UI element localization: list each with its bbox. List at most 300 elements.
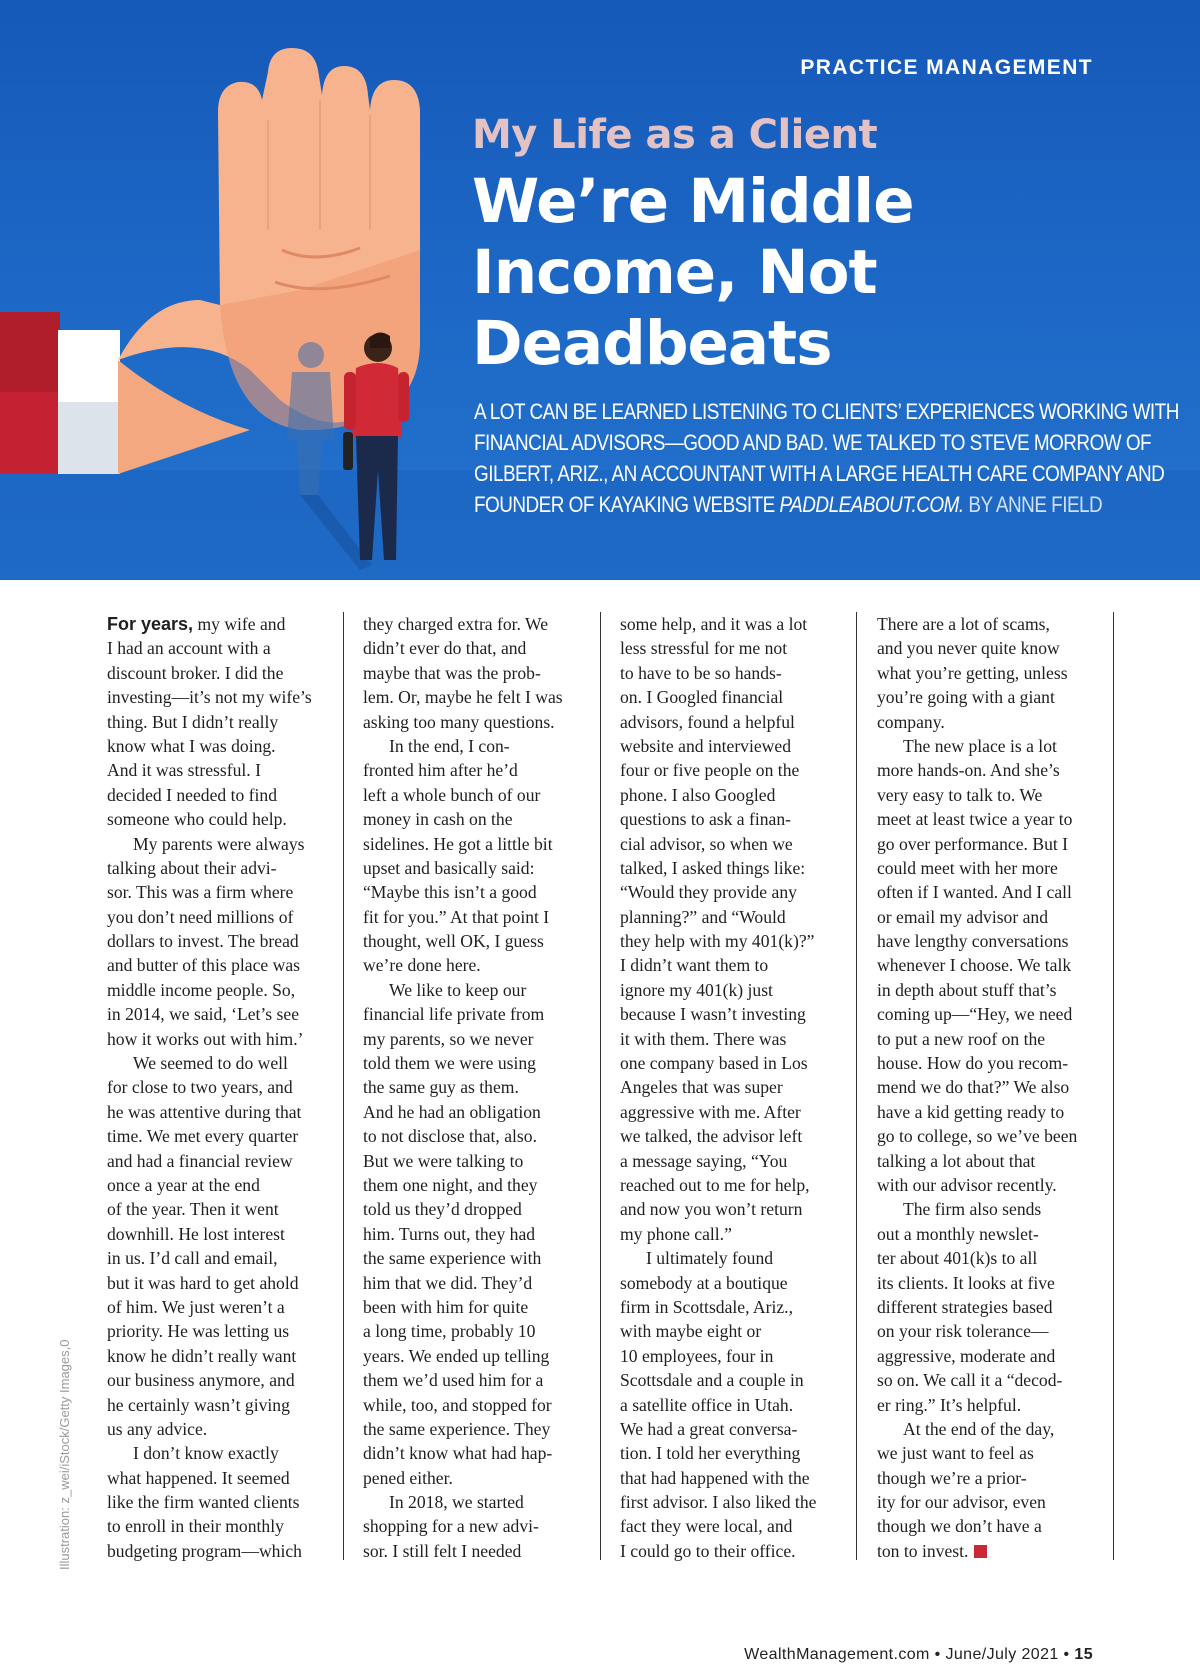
line-text: we just want to feel as (877, 1443, 1034, 1464)
line-text: my phone call.” (620, 1223, 732, 1244)
text-line (620, 1393, 842, 1417)
text-line (620, 734, 842, 758)
text-line (620, 1027, 842, 1051)
text-line (363, 1100, 585, 1124)
text-line (107, 1319, 329, 1343)
line-text: in us. I’d call and email, (107, 1248, 278, 1269)
text-line (363, 856, 585, 880)
text-line (363, 636, 585, 660)
text-line (107, 1222, 329, 1246)
text-line (620, 612, 842, 636)
text-line (363, 807, 585, 831)
line-text: how it works out with him.’ (107, 1028, 304, 1049)
line-text: them one night, and they (363, 1174, 538, 1195)
line-text: talking a lot about that (877, 1150, 1036, 1171)
line-text: he was attentive during that (107, 1101, 302, 1122)
text-line (363, 929, 585, 953)
line-text: a message saying, “You (620, 1150, 788, 1171)
text-line (363, 1441, 585, 1465)
text-line (107, 905, 329, 929)
line-text: sor. I still felt I needed (363, 1540, 522, 1561)
section-label: PRACTICE MANAGEMENT (800, 56, 1093, 79)
line-text: time. We met every quarter (107, 1126, 299, 1147)
line-text: to put a new roof on the (877, 1028, 1046, 1049)
text-line (877, 1295, 1099, 1319)
line-text: discount broker. I did the (107, 662, 284, 683)
text-line (620, 1295, 842, 1319)
line-text: somebody at a boutique (620, 1272, 788, 1293)
text-line (107, 1149, 329, 1173)
line-text: priority. He was letting us (107, 1321, 290, 1342)
text-line (877, 1271, 1099, 1295)
line-text: advisors, found a helpful (620, 711, 795, 732)
line-text: its clients. It looks at five (877, 1272, 1055, 1293)
lead-in: For years, (107, 614, 194, 634)
text-line (363, 1002, 585, 1026)
text-line (363, 783, 585, 807)
text-line (877, 978, 1099, 1002)
line-text: middle income people. So, (107, 979, 296, 1000)
text-line (877, 1149, 1099, 1173)
line-text: years. We ended up telling (363, 1345, 550, 1366)
text-line (363, 1368, 585, 1392)
line-text: sidelines. He got a little bit (363, 833, 553, 854)
text-line (363, 905, 585, 929)
line-text: aggressive, moderate and (877, 1345, 1056, 1366)
text-line (107, 1173, 329, 1197)
line-text: company. (877, 711, 945, 732)
line-text: maybe that was the prob- (363, 662, 541, 683)
text-line (107, 978, 329, 1002)
text-line (107, 661, 329, 685)
line-text: and you never quite know (877, 638, 1060, 659)
line-text: of him. We just weren’t a (107, 1296, 285, 1317)
line-text: lem. Or, maybe he felt I was (363, 687, 563, 708)
line-text: them we’d used him for a (363, 1370, 544, 1391)
headline-line: We’re Middle (472, 166, 914, 237)
text-line (877, 636, 1099, 660)
text-line (620, 856, 842, 880)
text-line (363, 1466, 585, 1490)
line-text: I didn’t want them to (620, 955, 769, 976)
line-text: ity for our advisor, even (877, 1492, 1046, 1513)
text-line (107, 783, 329, 807)
text-line (620, 1368, 842, 1392)
end-mark-icon (974, 1545, 987, 1558)
text-line (107, 636, 329, 660)
line-text: us any advice. (107, 1418, 208, 1439)
line-text: whenever I choose. We talk (877, 955, 1072, 976)
line-text: or email my advisor and (877, 906, 1049, 927)
line-text: of the year. Then it went (107, 1199, 279, 1220)
text-line (877, 1002, 1099, 1026)
line-text: money in cash on the (363, 809, 513, 830)
line-text: on. I Googled financial (620, 687, 784, 708)
line-text: on your risk tolerance— (877, 1321, 1049, 1342)
line-text: a long time, probably 10 (363, 1321, 536, 1342)
text-line (877, 1514, 1099, 1538)
line-text: four or five people on the (620, 760, 800, 781)
line-text: him that we did. They’d (363, 1272, 533, 1293)
line-text: once a year at the end (107, 1174, 260, 1195)
line-text: The firm also sends (903, 1199, 1042, 1220)
deck-line (474, 489, 1103, 520)
text-line (363, 1490, 585, 1514)
deck (474, 396, 1179, 520)
text-line (877, 612, 1099, 636)
text-line (363, 880, 585, 904)
text-line (107, 832, 329, 856)
text-line (107, 856, 329, 880)
text-line (620, 685, 842, 709)
line-text: My parents were always (133, 833, 305, 854)
text-line (620, 661, 842, 685)
separator: • (929, 1646, 946, 1663)
issue-date: June/July 2021 (945, 1646, 1059, 1663)
column-divider (1113, 612, 1114, 1560)
line-text: In the end, I con- (389, 735, 510, 756)
line-text: We like to keep our (389, 979, 527, 1000)
line-text: didn’t know what had hap- (363, 1443, 553, 1464)
line-text: At the end of the day, (903, 1418, 1055, 1439)
line-text: know he didn’t really want (107, 1345, 297, 1366)
line-text: to have to be so hands- (620, 662, 782, 683)
text-line (620, 807, 842, 831)
text-line (363, 1222, 585, 1246)
line-text: they help with my 401(k)?” (620, 931, 815, 952)
line-text: sor. This was a firm where (107, 882, 294, 903)
line-text: it with them. There was (620, 1028, 787, 1049)
headline-line: Income, Not (472, 237, 877, 308)
website-name: PADDLEABOUT.COM. (779, 492, 964, 517)
text-line (107, 1246, 329, 1270)
line-text: while, too, and stopped for (363, 1394, 552, 1415)
text-line (620, 929, 842, 953)
text-line (363, 1246, 585, 1270)
site-name: WealthManagement.com (744, 1646, 930, 1663)
line-text: ignore my 401(k) just (620, 979, 773, 1000)
line-text: “Maybe this isn’t a good (363, 882, 537, 903)
article-column-4 (877, 612, 1099, 1563)
text-line (363, 1514, 585, 1538)
line-text: different strategies based (877, 1296, 1053, 1317)
hero-banner (0, 0, 1200, 580)
text-line (363, 1149, 585, 1173)
text-line (877, 1124, 1099, 1148)
line-text: but it was hard to get ahold (107, 1272, 299, 1293)
text-line (107, 1417, 329, 1441)
text-line (107, 807, 329, 831)
line-text: often if I wanted. And I call (877, 882, 1072, 903)
text-line (620, 1514, 842, 1538)
text-line (877, 1075, 1099, 1099)
line-text: have lengthy conversations (877, 931, 1069, 952)
text-line (107, 1197, 329, 1221)
line-text: reached out to me for help, (620, 1174, 810, 1195)
line-text: talked, I asked things like: (620, 857, 806, 878)
text-line (877, 1466, 1099, 1490)
text-line (877, 1441, 1099, 1465)
text-line (107, 953, 329, 977)
line-text: planning?” and “Would (620, 906, 786, 927)
text-line (620, 832, 842, 856)
headline-line: Deadbeats (472, 308, 832, 379)
text-line (107, 1466, 329, 1490)
line-text: first advisor. I also liked the (620, 1492, 817, 1513)
line-text: my wife and (193, 614, 286, 634)
line-text: a satellite office in Utah. (620, 1394, 794, 1415)
line-text: ter about 401(k)s to all (877, 1248, 1038, 1269)
text-line (877, 1344, 1099, 1368)
line-text: the same experience with (363, 1248, 542, 1269)
column-divider (856, 612, 857, 1560)
line-text: out a monthly newslet- (877, 1223, 1039, 1244)
text-line (620, 1319, 842, 1343)
line-text: upset and basically said: (363, 857, 535, 878)
text-line (363, 758, 585, 782)
text-line (363, 1539, 585, 1563)
page-number: 15 (1074, 1646, 1093, 1663)
line-text: And it was stressful. I (107, 760, 261, 781)
line-text: they charged extra for. We (363, 614, 549, 634)
line-text: We seemed to do well (133, 1053, 288, 1074)
text-line (877, 832, 1099, 856)
column-divider (600, 612, 601, 1560)
text-line (107, 710, 329, 734)
text-line (107, 1344, 329, 1368)
line-text: And he had an obligation (363, 1101, 541, 1122)
text-line (363, 832, 585, 856)
text-line (620, 1344, 842, 1368)
line-text: one company based in Los (620, 1053, 808, 1074)
text-line (107, 1295, 329, 1319)
line-text: we’re done here. (363, 955, 481, 976)
line-text: dollars to invest. The bread (107, 931, 299, 952)
line-text: you’re going with a giant (877, 687, 1055, 708)
text-line (877, 1222, 1099, 1246)
line-text: thought, well OK, I guess (363, 931, 544, 952)
text-line (363, 734, 585, 758)
line-text: tion. I told her everything (620, 1443, 801, 1464)
line-text: the same guy as them. (363, 1077, 519, 1098)
line-text: to not disclose that, also. (363, 1126, 537, 1147)
text-line (363, 1319, 585, 1343)
text-line (363, 1417, 585, 1441)
text-line (363, 1173, 585, 1197)
line-text: We had a great conversa- (620, 1418, 798, 1439)
text-line (620, 783, 842, 807)
line-text: been with him for quite (363, 1296, 529, 1317)
line-text: left a whole bunch of our (363, 784, 541, 805)
text-line (877, 880, 1099, 904)
text-line (877, 1368, 1099, 1392)
text-line (877, 929, 1099, 953)
headline (472, 166, 1112, 379)
line-text: though we don’t have a (877, 1516, 1042, 1537)
text-line (620, 953, 842, 977)
text-line (877, 1197, 1099, 1221)
text-line (363, 612, 585, 636)
text-line (363, 1051, 585, 1075)
text-line (107, 1393, 329, 1417)
text-line (620, 1149, 842, 1173)
line-text: ton to invest. (877, 1540, 969, 1561)
byline: BY ANNE FIELD (968, 492, 1103, 517)
text-line (363, 710, 585, 734)
text-line (107, 1027, 329, 1051)
line-text: him. Turns out, they had (363, 1223, 536, 1244)
line-text: he certainly wasn’t giving (107, 1394, 290, 1415)
text-line (363, 1027, 585, 1051)
kicker: My Life as a Client (472, 112, 878, 158)
text-line (363, 661, 585, 685)
text-line (877, 953, 1099, 977)
text-line (620, 880, 842, 904)
line-text: phone. I also Googled (620, 784, 776, 805)
deck-line: FINANCIAL ADVISORS—GOOD AND BAD. WE TALKED TO STEVE MORROW OF (474, 430, 1152, 455)
line-text: and had a financial review (107, 1150, 293, 1171)
line-text: budgeting program—which (107, 1540, 302, 1561)
deck-line: A LOT CAN BE LEARNED LISTENING TO CLIENTS’ EXPERIENCES WORKING WITH (474, 399, 1179, 424)
text-line (620, 758, 842, 782)
line-text: less stressful for me not (620, 638, 788, 659)
line-text: go over performance. But I (877, 833, 1069, 854)
text-line (107, 685, 329, 709)
line-text: though we’re a prior- (877, 1467, 1027, 1488)
text-line (877, 1393, 1099, 1417)
text-line (877, 685, 1099, 709)
line-text: could meet with her more (877, 857, 1058, 878)
text-line (620, 1051, 842, 1075)
line-text: for close to two years, and (107, 1077, 293, 1098)
text-line (107, 1539, 329, 1563)
line-text: go to college, so we’ve been (877, 1126, 1078, 1147)
text-line (620, 1002, 842, 1026)
text-line (363, 1271, 585, 1295)
text-line (620, 636, 842, 660)
text-line (363, 685, 585, 709)
column-divider (343, 612, 344, 1560)
line-text: Scottsdale and a couple in (620, 1370, 804, 1391)
line-text: website and interviewed (620, 735, 791, 756)
line-text: very easy to talk to. We (877, 784, 1043, 805)
line-text: someone who could help. (107, 809, 287, 830)
text-line (107, 1514, 329, 1538)
line-text: with maybe eight or (620, 1321, 762, 1342)
text-line (877, 710, 1099, 734)
text-line (363, 1295, 585, 1319)
text-line (877, 1319, 1099, 1343)
line-text: thing. But I didn’t really (107, 711, 279, 732)
line-text: I don’t know exactly (133, 1443, 279, 1464)
text-line (877, 1173, 1099, 1197)
deck-text: FOUNDER OF KAYAKING WEBSITE (474, 492, 780, 517)
line-text: you don’t need millions of (107, 906, 294, 927)
line-text: didn’t ever do that, and (363, 638, 527, 659)
line-text: I had an account with a (107, 638, 271, 659)
line-text: what you’re getting, unless (877, 662, 1068, 683)
text-line (107, 1051, 329, 1075)
line-text: I could go to their office. (620, 1540, 796, 1561)
line-text: what happened. It seemed (107, 1467, 290, 1488)
line-text: talking about their advi- (107, 857, 277, 878)
text-line (877, 758, 1099, 782)
article-column-3 (620, 612, 842, 1563)
line-text: so on. We call it a “decod- (877, 1370, 1063, 1391)
photo-credit: Illustration: z_wei/iStock/Getty Images,0 (57, 1339, 72, 1570)
text-line (877, 1539, 1099, 1563)
text-line (363, 1393, 585, 1417)
text-line (363, 1197, 585, 1221)
text-line (107, 1100, 329, 1124)
line-text: and now you won’t return (620, 1199, 803, 1220)
text-line (107, 734, 329, 758)
line-text: house. How do you recom- (877, 1053, 1069, 1074)
line-text: and butter of this place was (107, 955, 300, 976)
line-text: meet at least twice a year to (877, 809, 1073, 830)
article-column-2 (363, 612, 585, 1563)
text-line (363, 953, 585, 977)
line-text: Angeles that was super (620, 1077, 783, 1098)
text-line (620, 1100, 842, 1124)
text-line (877, 905, 1099, 929)
text-line (877, 1246, 1099, 1270)
line-text: more hands-on. And she’s (877, 760, 1060, 781)
line-text: financial life private from (363, 1004, 545, 1025)
line-text: with our advisor recently. (877, 1174, 1057, 1195)
text-line (620, 1124, 842, 1148)
text-line (620, 1271, 842, 1295)
line-text: questions to ask a finan- (620, 809, 792, 830)
text-line (620, 1417, 842, 1441)
line-text: There are a lot of scams, (877, 614, 1050, 634)
line-text: our business anymore, and (107, 1370, 295, 1391)
text-line (877, 1417, 1099, 1441)
text-line (107, 1441, 329, 1465)
line-text: to enroll in their monthly (107, 1516, 284, 1537)
text-line (107, 1002, 329, 1026)
deck-line: GILBERT, ARIZ., AN ACCOUNTANT WITH A LARGE HEALTH CARE COMPANY AND (474, 461, 1165, 486)
text-line (877, 783, 1099, 807)
text-line (107, 1368, 329, 1392)
text-line (877, 807, 1099, 831)
text-line (620, 1197, 842, 1221)
text-line (620, 1246, 842, 1270)
line-text: in 2014, we said, ‘Let’s see (107, 1004, 300, 1025)
line-text: told them we were using (363, 1053, 536, 1074)
text-line (877, 1490, 1099, 1514)
text-line (620, 1490, 842, 1514)
line-text: cial advisor, so when we (620, 833, 793, 854)
page-footer (744, 1646, 1093, 1664)
line-text: in depth about stuff that’s (877, 979, 1057, 1000)
text-line (620, 710, 842, 734)
line-text: fit for you.” At that point I (363, 906, 550, 927)
line-text: er ring.” It’s helpful. (877, 1394, 1022, 1415)
line-text: have a kid getting ready to (877, 1101, 1065, 1122)
text-line (363, 1344, 585, 1368)
article-column-1 (107, 612, 329, 1563)
line-text: my parents, so we never (363, 1028, 534, 1049)
text-line (877, 1027, 1099, 1051)
line-text: fronted him after he’d (363, 760, 518, 781)
line-text: firm in Scottsdale, Ariz., (620, 1296, 793, 1317)
text-line (620, 978, 842, 1002)
text-line (877, 661, 1099, 685)
text-line (107, 929, 329, 953)
text-line (620, 1466, 842, 1490)
text-line (363, 1124, 585, 1148)
